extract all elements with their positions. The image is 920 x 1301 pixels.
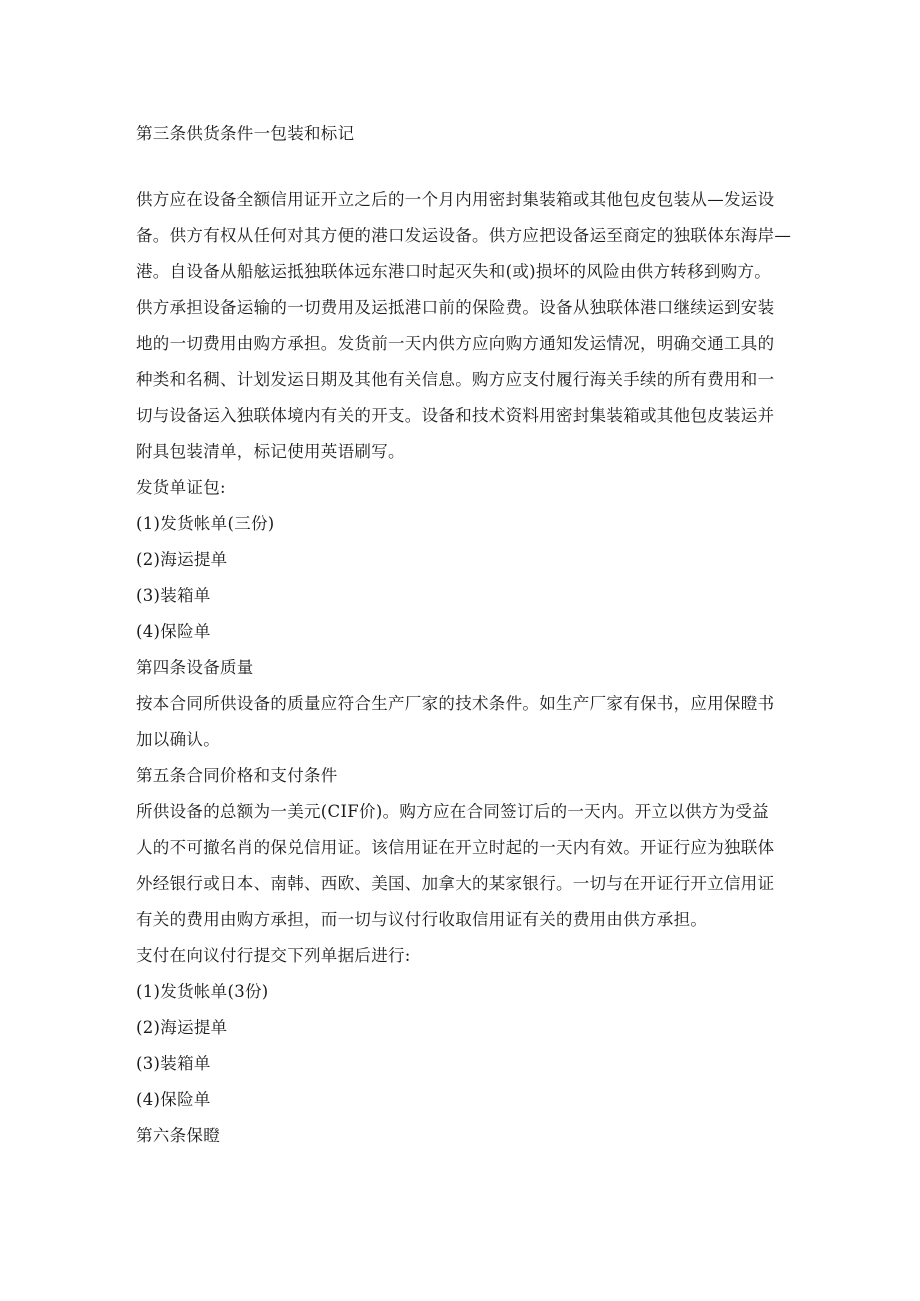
paragraph-line: 港。自设备从船舷运抵独联体远东港口时起灭失和(或)损坏的风险由供方转移到购方。 <box>136 262 772 281</box>
list-item: (4)保险单 <box>136 1090 211 1109</box>
paragraph-line: 种类和名稠、计划发运日期及其他有关信息。购方应支付履行海关手续的所有费用和一 <box>136 370 775 389</box>
list-item: (3)装箱单 <box>136 586 211 605</box>
payment-docs-intro: 支付在向议付行提交下列单据后进行: <box>136 946 411 965</box>
paragraph-line: 加以确认。 <box>136 730 220 749</box>
paragraph-line: 人的不可撤名肖的保兑信用证。该信用证在开立时起的一天内有效。开证行应为独联体 <box>136 838 775 857</box>
paragraph-line: 切与设备运入独联体境内有关的开支。设备和技术资料用密封集装箱或其他包皮装运并 <box>136 406 775 425</box>
article-4-heading: 第四条设备质量 <box>136 658 254 677</box>
article-3-heading: 第三条供货条件一包装和标记 <box>136 124 355 143</box>
paragraph-line: 地的一切费用由购方承担。发货前一天内供方应向购方通知发运情况，明确交通工具的 <box>136 334 775 353</box>
list-item: (2)海运提单 <box>136 1018 228 1037</box>
paragraph-line: 有关的费用由购方承担，而一切与议付行收取信用证有关的费用由供方承担。 <box>136 910 708 929</box>
document-body <box>136 116 792 1154</box>
paragraph-line: 按本合同所供设备的质量应符合生产厂家的技术条件。如生产厂家有保书，应用保瞪书 <box>136 694 775 713</box>
paragraph-line: 备。供方有权从任何对其方便的港口发运设备。供方应把设备运至商定的独联体东海岸— <box>136 226 792 245</box>
article-3-paragraph <box>136 182 792 470</box>
paragraph-line: 供方承担设备运输的一切费用及运抵港口前的保险费。设备从独联体港口继续运到安装 <box>136 298 775 317</box>
paragraph-line: 外经银行或日本、南韩、西欧、美国、加拿大的某家银行。一切与在开证行开立信用证 <box>136 874 775 893</box>
list-item: (1)发货帐单(三份) <box>136 514 275 533</box>
list-item: (4)保险单 <box>136 622 211 641</box>
article-5-heading: 第五条合同价格和支付条件 <box>136 766 338 785</box>
shipping-docs-intro: 发货单证包: <box>136 478 226 497</box>
article-5-paragraph <box>136 794 788 938</box>
list-item: (1)发货帐单(3份) <box>136 982 269 1001</box>
article-4-paragraph <box>136 686 788 758</box>
list-item: (2)海运提单 <box>136 550 228 569</box>
paragraph-line: 附具包装清单，标记使用英语刷写。 <box>136 442 405 461</box>
list-item: (3)装箱单 <box>136 1054 211 1073</box>
article-6-heading: 第六条保瞪 <box>136 1126 220 1145</box>
paragraph-line: 所供设备的总额为一美元(CIF价)。购方应在合同签订后的一天内。开立以供方为受益 <box>136 802 769 821</box>
paragraph-line: 供方应在设备全额信用证开立之后的一个月内用密封集装箱或其他包皮包装从—发运设 <box>136 190 775 209</box>
